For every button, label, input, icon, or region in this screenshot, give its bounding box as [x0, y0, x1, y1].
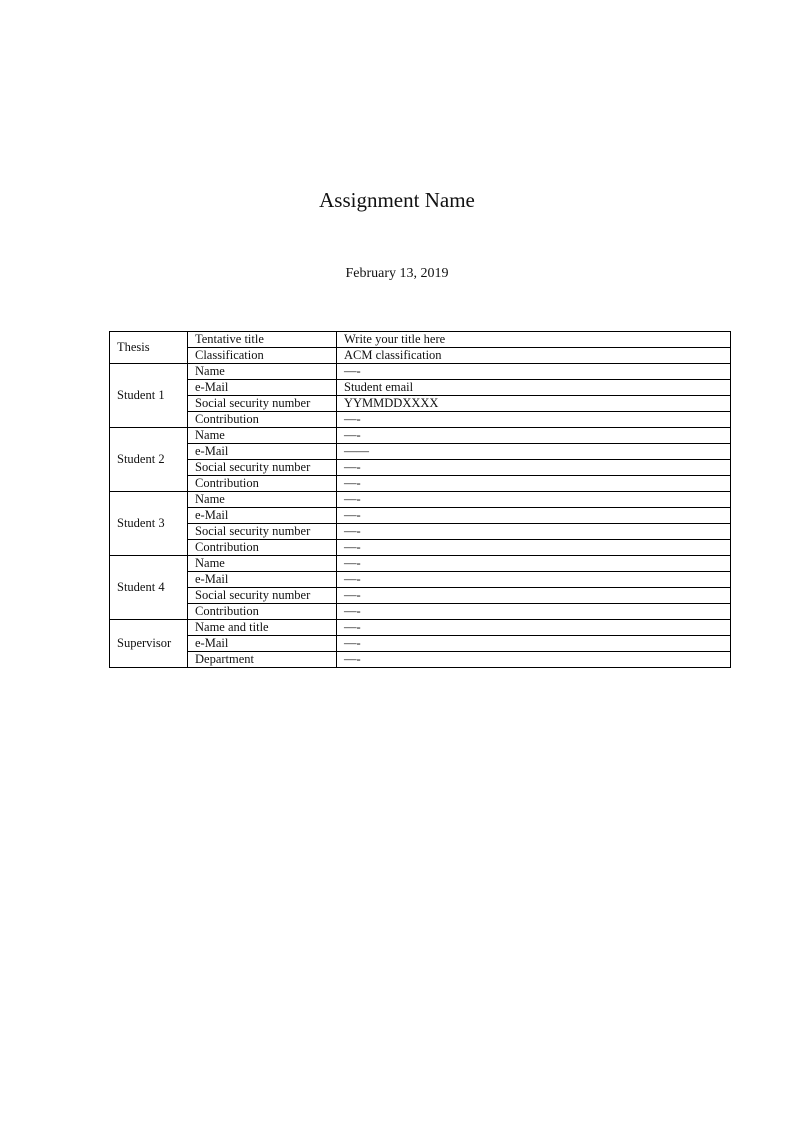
field-value: YYMMDDXXXX	[337, 396, 731, 412]
field-label: Social security number	[188, 588, 337, 604]
field-value: —-	[337, 604, 731, 620]
field-value: ACM classification	[337, 348, 731, 364]
field-label: Tentative title	[188, 332, 337, 348]
field-label: Name	[188, 364, 337, 380]
group-label-student-1: Student 1	[110, 364, 188, 428]
table-row	[110, 524, 731, 540]
table-row	[110, 636, 731, 652]
field-label: Contribution	[188, 604, 337, 620]
field-value: Student email	[337, 380, 731, 396]
table-row	[110, 492, 731, 508]
field-value: —-	[337, 556, 731, 572]
field-label: Social security number	[188, 460, 337, 476]
field-value: —-	[337, 588, 731, 604]
table-row	[110, 380, 731, 396]
field-label: Name	[188, 556, 337, 572]
table-row	[110, 572, 731, 588]
table-row	[110, 556, 731, 572]
field-value: —-	[337, 476, 731, 492]
field-label: Contribution	[188, 412, 337, 428]
info-table	[109, 331, 731, 668]
field-value: —-	[337, 524, 731, 540]
table-row	[110, 332, 731, 348]
field-label: e-Mail	[188, 572, 337, 588]
field-label: Department	[188, 652, 337, 668]
field-value: —-	[337, 460, 731, 476]
field-label: Social security number	[188, 396, 337, 412]
table-row	[110, 444, 731, 460]
table-row	[110, 476, 731, 492]
table-row	[110, 428, 731, 444]
field-label: Social security number	[188, 524, 337, 540]
group-label-supervisor: Supervisor	[110, 620, 188, 668]
field-value: —-	[337, 620, 731, 636]
table-row	[110, 348, 731, 364]
table-row	[110, 396, 731, 412]
table-row	[110, 604, 731, 620]
field-value: —-	[337, 572, 731, 588]
field-value: —-	[337, 508, 731, 524]
field-value: Write your title here	[337, 332, 731, 348]
field-value: —-	[337, 652, 731, 668]
field-label: e-Mail	[188, 444, 337, 460]
table-row	[110, 652, 731, 668]
table-row	[110, 412, 731, 428]
field-label: Name	[188, 428, 337, 444]
field-value: ——	[337, 444, 731, 460]
table-row	[110, 540, 731, 556]
field-label: e-Mail	[188, 380, 337, 396]
field-label: Contribution	[188, 476, 337, 492]
document-date: February 13, 2019	[345, 266, 449, 281]
field-label: Name	[188, 492, 337, 508]
field-label: Name and title	[188, 620, 337, 636]
group-label-student-4: Student 4	[110, 556, 188, 620]
group-label-thesis: Thesis	[110, 332, 188, 364]
field-label: Contribution	[188, 540, 337, 556]
field-value: —-	[337, 412, 731, 428]
group-label-student-3: Student 3	[110, 492, 188, 556]
field-label: e-Mail	[188, 508, 337, 524]
document-title: Assignment Name	[319, 188, 475, 212]
field-value: —-	[337, 364, 731, 380]
table-row	[110, 620, 731, 636]
field-value: —-	[337, 428, 731, 444]
field-label: e-Mail	[188, 636, 337, 652]
field-value: —-	[337, 636, 731, 652]
field-value: —-	[337, 492, 731, 508]
table-row	[110, 364, 731, 380]
field-value: —-	[337, 540, 731, 556]
field-label: Classification	[188, 348, 337, 364]
group-label-student-2: Student 2	[110, 428, 188, 492]
table-row	[110, 460, 731, 476]
table-row	[110, 508, 731, 524]
table-row	[110, 588, 731, 604]
